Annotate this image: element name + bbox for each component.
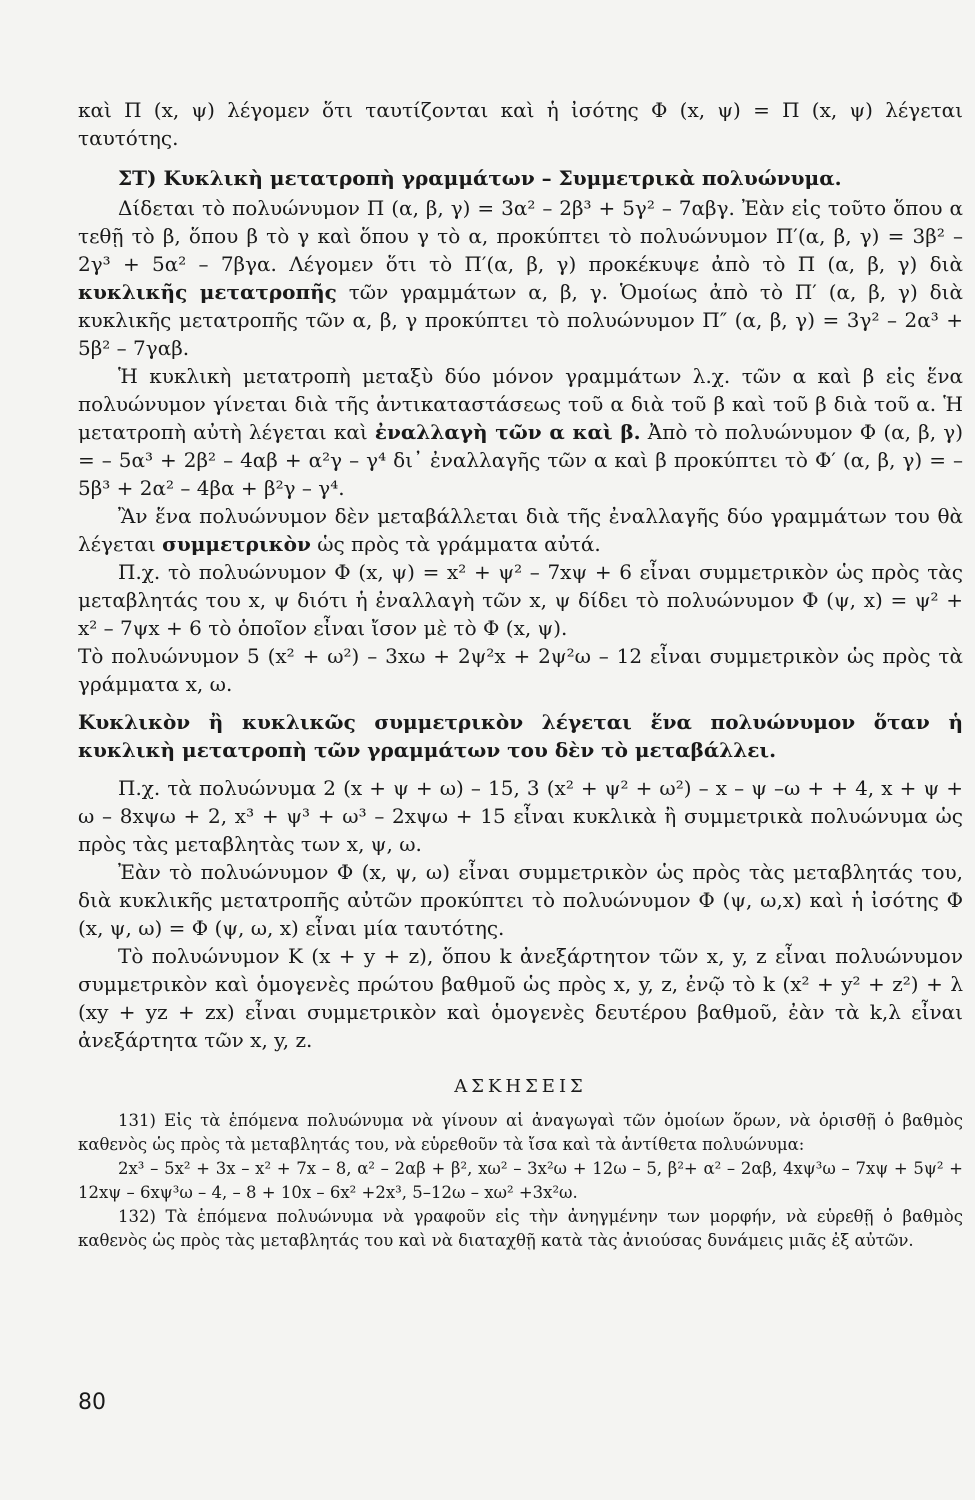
text-span: Ἡ κυκλικὴ μετατροπὴ μεταξὺ δύο μόνον γραμμάτων λ.χ. τῶν α καὶ β εἰς ἕνα πολυώνυμον γίνεται διὰ τῆς ἀντικαταστάσεως τοῦ α διὰ τοῦ β καὶ τοῦ β διὰ τοῦ α. Ἡ μετατροπὴ αὐτὴ λέγεται καὶ xyxy=(78,364,963,444)
exercise-131: 131) Εἰς τὰ ἑπόμενα πολυώνυμα νὰ γίνουν αἱ ἀναγωγαὶ τῶν ὁμοίων ὅρων, νὰ ὁρισθῇ ὁ βαθμὸς καθενὸς ὡς πρὸς τὰ μεταβλητάς του, νὰ εὑρεθοῦν τὰ ἴσα καὶ τὰ ἀντίθετα πολυώνυμα: xyxy=(78,1111,963,1154)
exercises-title: ΑΣΚΗΣΕΙΣ xyxy=(454,1076,587,1097)
intro-paragraph: καὶ Π (x, ψ) λέγομεν ὅτι ταυτίζονται καὶ ἡ ἰσότης Φ (x, ψ) = Π (x, ψ) λέγεται ταυτότης. xyxy=(78,98,963,150)
section-heading: ΣΤ) Κυκλικὴ μετατροπὴ γραμμάτων – Συμμετρικὰ πολυώνυμα. xyxy=(118,166,842,190)
text-span: ὡς πρὸς τὰ γράμματα αὐτά. xyxy=(317,532,601,556)
page-body xyxy=(78,96,963,1253)
exercise-132: 132) Τὰ ἑπόμενα πολυώνυμα νὰ γραφοῦν εἰς τὴν ἀνηγμένην των μορφήν, νὰ εὑρεθῇ ὁ βαθμὸς καθενὸς ὡς πρὸς τὰς μεταβλητάς του καὶ νὰ διαταχθῇ κατὰ τὰς ἀνιούσας δυνάμεις μιᾶς ἐξ αὐτῶν. xyxy=(78,1207,963,1250)
bold-term: κυκλικῆς μετατροπῆς xyxy=(78,280,337,304)
bold-term: συμμετρικὸν xyxy=(162,532,311,556)
paragraph-symmetric-def xyxy=(78,502,963,558)
paragraph-example-1: Π.χ. τὸ πολυώνυμον Φ (x, ψ) = x² + ψ² – 7xψ + 6 εἶναι συμμετρικὸν ὡς πρὸς τὰς μεταβλητάς του x, ψ διότι ἡ ἐναλλαγὴ τῶν x, ψ δίδει τὸ πολυώνυμον Φ (ψ, x) = ψ² + x² – 7ψx + 6 τὸ ὁποῖον εἶναι ἴσον μὲ τὸ Φ (x, ψ). xyxy=(78,560,963,640)
definition-cyclic: Κυκλικὸν ἢ κυκλικῶς συμμετρικὸν λέγεται ἕνα πολυώνυμον ὅταν ἡ κυκλικὴ μετατροπὴ τῶν γραμμάτων του δὲν τὸ μεταβάλλει. xyxy=(78,710,963,762)
paragraph-identity: Ἐὰν τὸ πολυώνυμον Φ (x, ψ, ω) εἶναι συμμετρικὸν ὡς πρὸς τὰς μεταβλητάς του, διὰ κυκλικῆς μετατροπῆς αὐτῶν προκύπτει τὸ πολυώνυμον Φ (ψ, ω,x) καὶ ἡ ἰσότης Φ (x, ψ, ω) = Φ (ψ, ω, x) εἶναι μία ταυτότης. xyxy=(78,860,963,940)
exercise-131-formulas: 2x³ – 5x² + 3x – x² + 7x – 8, α² – 2αβ + β², xω² – 3x²ω + 12ω – 5, β²+ α² – 2αβ, 4xψ³ω – 7xψ + 5ψ² + 12xψ – 6xψ³ω – 4, – 8 + 10x – 6x² +2x³, 5–12ω – xω² +3x²ω. xyxy=(78,1159,963,1202)
text-span: Ἂν ἕνα πολυώνυμον δὲν μεταβάλλεται διὰ τῆς ἐναλλαγῆς δύο γραμμάτων του θὰ λέγεται xyxy=(78,504,963,556)
paragraph-cyclic-transformation xyxy=(78,194,963,362)
bold-term: ἐναλλαγὴ τῶν α καὶ β. xyxy=(374,420,641,444)
paragraph-example-2: Τὸ πολυώνυμον 5 (x² + ω²) – 3xω + 2ψ²x + 2ψ²ω – 12 εἶναι συμμετρικὸν ὡς πρὸς τὰ γράμματα x, ω. xyxy=(78,644,963,696)
page-number: 80 xyxy=(78,1390,106,1415)
text-span: τῶν γραμμάτων α, β, γ. Ὁμοίως ἀπὸ τὸ Π′ (α, β, γ) διὰ κυκλικῆς μετατροπῆς τῶν α, β, γ προκύπτει τὸ πολυώνυμον Π″ (α, β, γ) = 3γ² – 2α³ + 5β² – 7γαβ. xyxy=(78,280,963,360)
paragraph-example-3: Π.χ. τὰ πολυώνυμα 2 (x + ψ + ω) – 15, 3 (x² + ψ² + ω²) – x – ψ –ω + + 4, x + ψ + ω – 8xψω + 2, x³ + ψ³ + ω³ – 2xψω + 15 εἶναι κυκλικὰ ἢ συμμετρικὰ πολυώνυμα ὡς πρὸς τὰς μεταβλητὰς των x, ψ, ω. xyxy=(78,776,963,856)
text-span: Δίδεται τὸ πολυώνυμον Π (α, β, γ) = 3α² – 2β³ + 5γ² – 7αβγ. Ἐὰν εἰς τοῦτο ὅπου α τεθῇ τὸ β, ὅπου β τὸ γ καὶ ὅπου γ τὸ α, προκύπτει τὸ πολυώνυμον Π′(α, β, γ) = 3β² – 2γ³ + 5α² – 7βγα. Λέγομεν ὅτι τὸ Π′(α, β, γ) προκέκυψε ἀπὸ τὸ Π (α, β, γ) διὰ xyxy=(78,196,963,276)
paragraph-swap xyxy=(78,362,963,502)
paragraph-homogeneous: Τὸ πολυώνυμον K (x + y + z), ὅπου k ἀνεξάρτητον τῶν x, y, z εἶναι πολυώνυμον συμμετρικὸν καὶ ὁμογενὲς πρώτου βαθμοῦ ὡς πρὸς x, y, z, ἐνῷ τὸ k (x² + y² + z²) + λ (xy + yz + zx) εἶναι συμμετρικὸν καὶ ὁμογενὲς δευτέρου βαθμοῦ, ἐὰν τὰ k,λ εἶναι ἀνεξάρτητα τῶν x, y, z. xyxy=(78,944,963,1052)
text-span: Ἀπὸ τὸ πολυώνυμον Φ (α, β, γ) = – 5α³ + 2β² – 4αβ + α²γ – γ⁴ δι᾽ ἐναλλαγῆς τῶν α καὶ β προκύπτει τὸ Φ′ (α, β, γ) = – 5β³ + 2α² – 4βα + β²γ – γ⁴. xyxy=(78,420,963,500)
